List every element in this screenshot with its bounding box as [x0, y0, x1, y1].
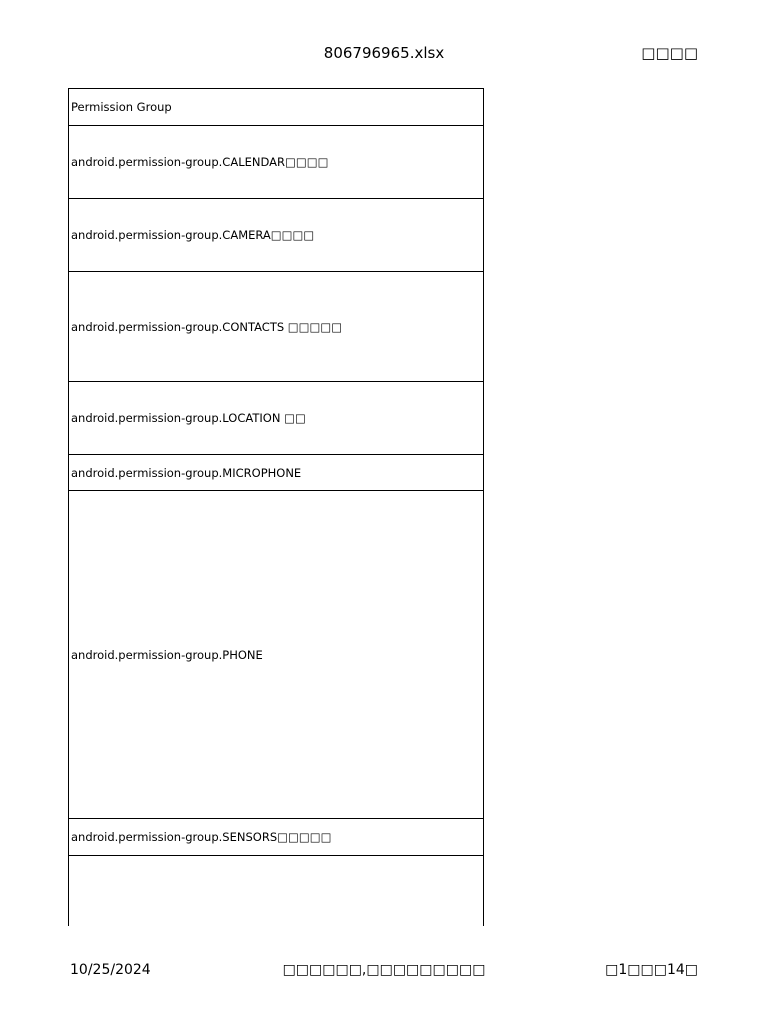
table-header-row [69, 89, 484, 126]
table-cell-location: android.permission-group.LOCATION □□ [69, 382, 484, 455]
table-row [69, 455, 484, 491]
table-cell-camera: android.permission-group.CAMERA□□□□ [69, 199, 484, 272]
table-row [69, 819, 484, 856]
table-header-cell: Permission Group [69, 89, 484, 126]
footer-date: 10/25/2024 [70, 962, 151, 978]
page-header-label: □□□□ [641, 44, 698, 62]
table-cell-phone: android.permission-group.PHONE [69, 491, 484, 819]
footer-page-number: □1□□□14□ [605, 962, 698, 978]
table-cell-empty [69, 856, 484, 927]
permission-table [68, 88, 484, 926]
table-row [69, 382, 484, 455]
table-cell-calendar: android.permission-group.CALENDAR□□□□ [69, 126, 484, 199]
table-row [69, 856, 484, 927]
footer-center-text: □□□□□□,□□□□□□□□□ [282, 962, 486, 978]
table-cell-sensors: android.permission-group.SENSORS□□□□□ [69, 819, 484, 856]
table-cell-contacts: android.permission-group.CONTACTS □□□□□ [69, 272, 484, 382]
table-cell-microphone: android.permission-group.MICROPHONE [69, 455, 484, 491]
table-row [69, 272, 484, 382]
table-row [69, 199, 484, 272]
table-row [69, 491, 484, 819]
sheet-table-area [68, 88, 484, 926]
page-header-filename: 806796965.xlsx [323, 44, 445, 62]
table-row [69, 126, 484, 199]
